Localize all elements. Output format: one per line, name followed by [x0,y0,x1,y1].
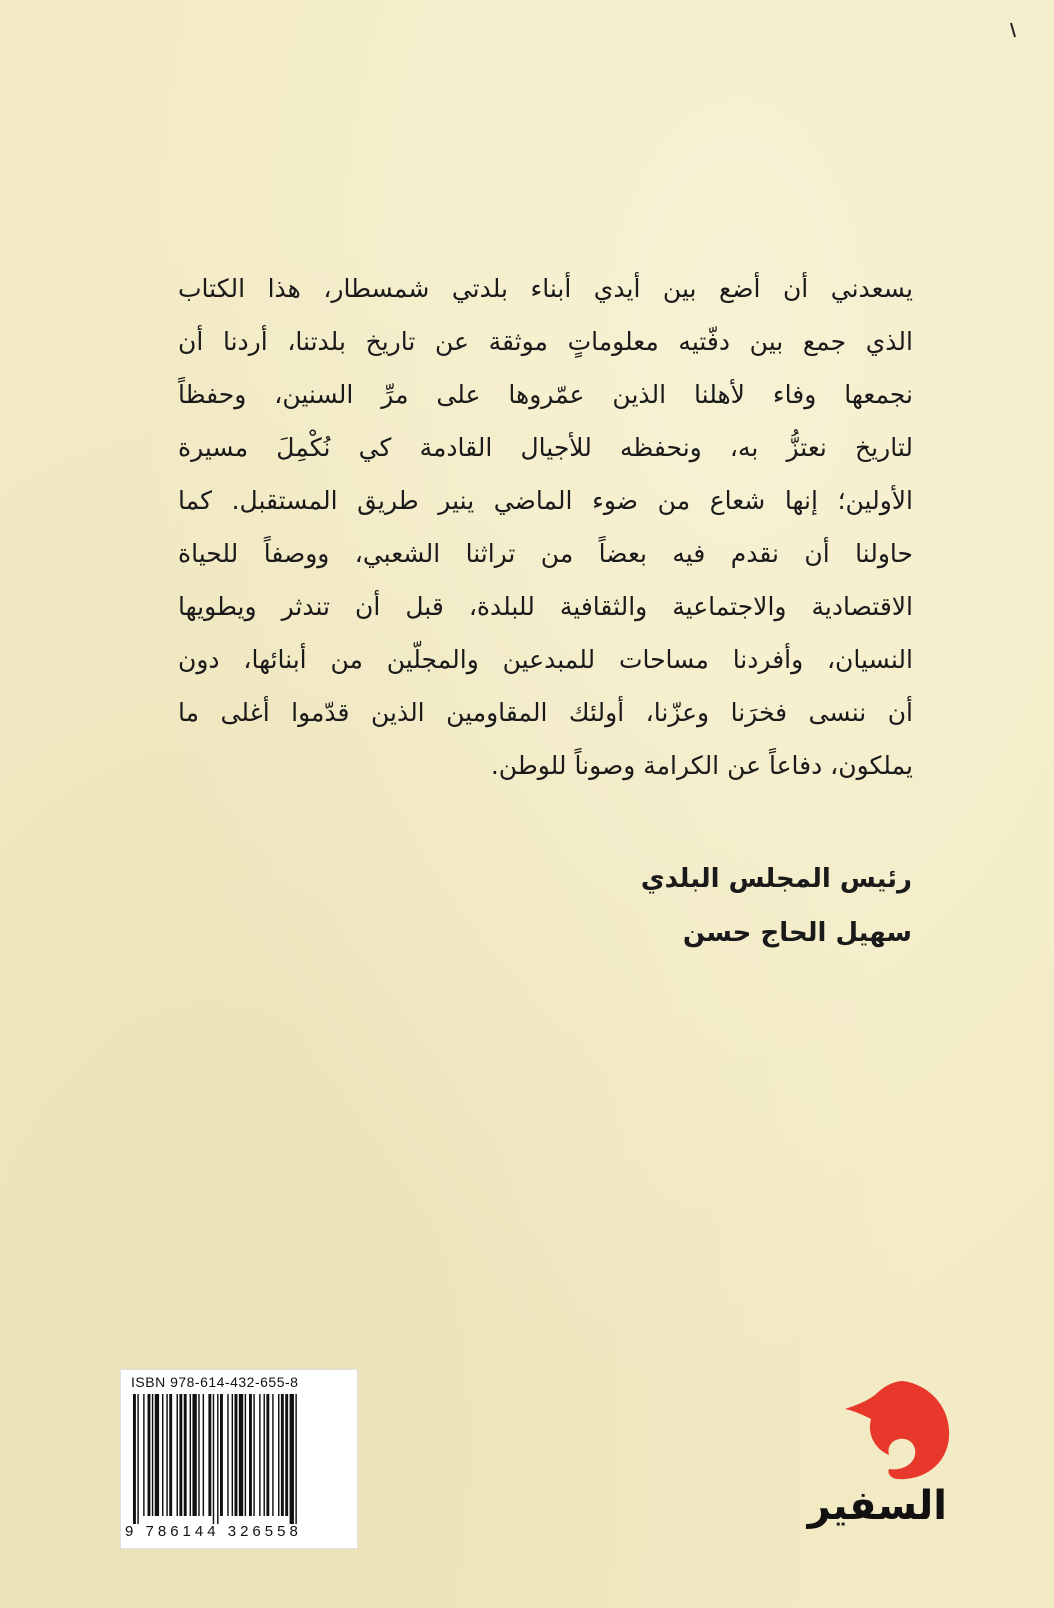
blurb-line: الأولين؛ إنها شعاع من ضوء الماضي ينير طريق المستقبل. كما [178,486,913,515]
barcode-bar [152,1394,153,1516]
barcode-bar [295,1394,296,1524]
barcode-bar [203,1394,204,1516]
barcode-bar [198,1394,199,1516]
barcode-bar [249,1394,252,1516]
barcode-bar [184,1394,187,1516]
signature-name: سهيل الحاج حسن [682,918,912,948]
barcode-bar [179,1394,182,1516]
isbn-barcode [120,1369,358,1549]
barcode-bar [192,1394,196,1516]
blurb-line: حاولنا أن نقدم فيه بعضاً من تراثنا الشعبي، ووصفاً للحياة [178,539,913,568]
blurb-line: يملكون، دفاعاً عن الكرامة وصوناً للوطن. [490,751,913,780]
isbn-label: ISBN 978-614-432-655-8 [131,1374,299,1390]
blurb-line: النسيان، وأفردنا مساحات للمبدعين والمجلّين من أبنائها، دون [178,645,913,674]
publisher-name: السفير [807,1483,947,1529]
barcode-bar [253,1394,254,1516]
barcode-bar [227,1394,228,1516]
barcode-bar [281,1394,284,1516]
blurb-line: نجمعها وفاء لأهلنا الذين عمّروها على مرِّ السنين، وحفظاً [178,380,913,409]
blurb-line: لتاريخ نعتزُّ به، ونحفظه للأجيال القادمة كي نُكْمِلَ مسيرة [178,433,913,462]
signature-block [412,852,912,960]
barcode-bar [239,1394,243,1516]
blurb-line: أن ننسى فخرَنا وعزّنا، أولئك المقاومين الذين قدّموا أغلى ما [178,698,913,727]
blurb-paragraph [178,262,913,792]
barcode-bar [169,1394,172,1516]
barcode-bar [137,1394,138,1524]
blurb-line: يسعدني أن أضع بين أيدي أبناء بلدتي شمسطار، هذا الكتاب [178,274,913,303]
barcode-bar [208,1394,211,1516]
barcode-bar [133,1394,136,1524]
barcode-bar [266,1394,269,1516]
barcode-bar [148,1394,151,1516]
barcode-bars [133,1394,351,1524]
corner-mark [1010,22,1016,38]
barcode-bar [177,1394,178,1516]
barcode-bar [235,1394,238,1516]
barcode-bar [259,1394,260,1516]
barcode-bar [162,1394,163,1516]
bird-logo-icon [805,1375,955,1485]
barcode-bar [272,1394,273,1516]
blurb-line: الذي جمع بين دفّتيه معلوماتٍ موثقة عن تاريخ بلدتنا، أردنا أن [178,327,913,356]
barcode-bar [285,1394,288,1516]
barcode-bar [217,1394,218,1524]
barcode-bar [155,1394,159,1516]
barcode-bar [190,1394,191,1516]
barcode-digits: 9 786144 326558 [125,1523,302,1540]
barcode-bar [143,1394,144,1516]
barcode-bar [245,1394,246,1516]
barcode-bar [278,1394,279,1516]
barcode-bar [213,1394,214,1524]
blurb-line: الاقتصادية والاجتماعية والثقافية للبلدة، قبل أن تندثر ويطويها [178,592,913,621]
publisher-logo [785,1375,975,1550]
barcode-bar [166,1394,167,1516]
barcode-bar [232,1394,233,1516]
signature-title: رئيس المجلس البلدي [640,864,912,894]
barcode-bar [264,1394,265,1516]
barcode-bar [290,1394,294,1524]
barcode-bar [220,1394,223,1516]
